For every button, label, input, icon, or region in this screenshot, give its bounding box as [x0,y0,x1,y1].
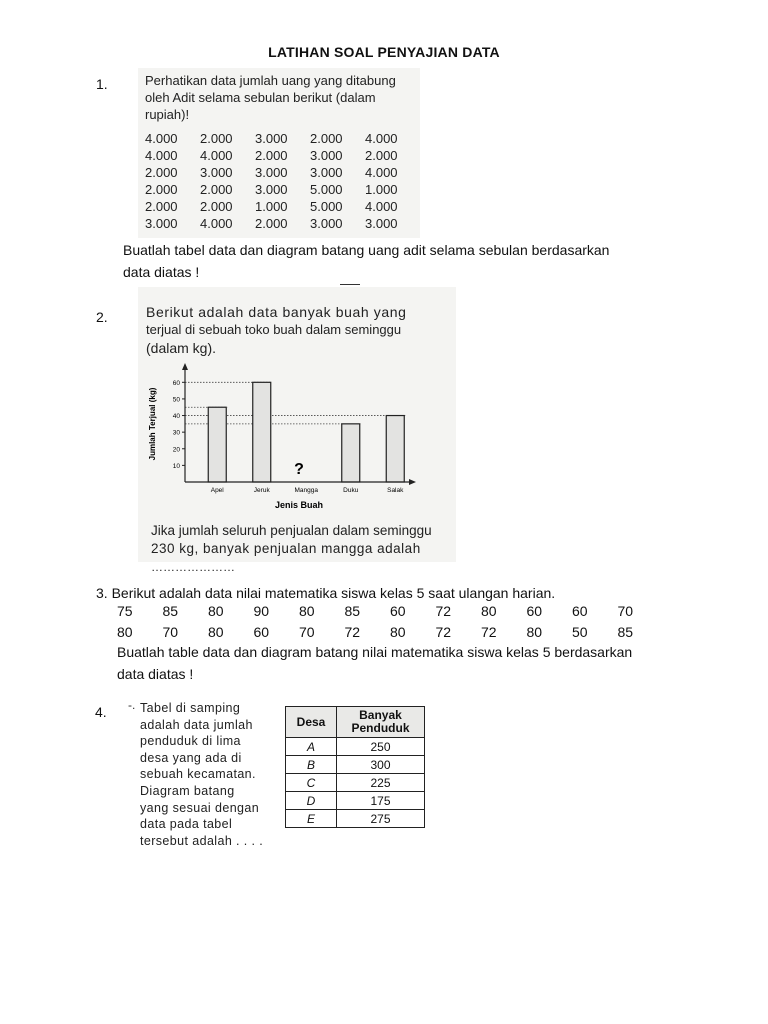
table-cell-desa: D [286,792,337,810]
q1-data-cell: 3.000 [145,216,178,231]
q1-data-cell: 4.000 [365,165,398,180]
q1-data-row [145,164,420,181]
chart-y-tick-label: 50 [172,396,180,404]
q1-data-cell: 3.000 [310,216,343,231]
q4-population-table [285,706,425,828]
q1-data-cell: 4.000 [365,131,398,146]
q3-instruction-line: data diatas ! [117,666,194,682]
table-header-population [337,707,425,738]
chart-y-tick-label: 60 [172,379,180,387]
q1-data-row [145,215,420,232]
chart-y-tick-label: 40 [172,413,180,421]
q3-data-grid [117,601,663,643]
q4-text-line: Diagram batang [140,783,235,798]
q3-data-cell: 85 [162,603,179,619]
q3-data-cell: 80 [481,603,497,619]
q2-intro-line: (dalam kg). [146,340,217,356]
q1-data-cell: 3.000 [255,131,288,146]
q2-intro-line: Berikut adalah data banyak buah yang [146,304,407,320]
chart-category-label: Apel [210,487,224,494]
chart-unknown-value-label: ? [294,461,304,478]
q4-text-line: adalah data jumlah [140,717,253,732]
q4-text-line: tersebut adalah . . . . [140,833,264,848]
q4-text-line: desa yang ada di [140,750,242,765]
table-row [286,792,425,810]
table-row [286,810,425,828]
chart-category-label: Jeruk [253,487,270,494]
chart-category-label: Mangga [294,487,318,494]
q1-data-cell: 3.000 [200,165,233,180]
q2-intro-line: terjual di sebuah toko buah dalam seminggu [146,322,402,337]
q2-question-line: Jika jumlah seluruh penjualan dalam seminggu [151,523,432,538]
table-header-desa: Desa [286,707,337,738]
q1-data-cell: 2.000 [200,199,233,214]
q2-bar-chart [145,360,420,520]
q1-data-cell: 2.000 [365,148,398,163]
q4-text [140,700,263,849]
q1-data-cell: 3.000 [310,148,343,163]
q1-data-grid [145,130,420,232]
q3-data-cell: 50 [572,624,588,640]
q1-data-cell: 3.000 [310,165,343,180]
q1-data-cell: 4.000 [145,131,178,146]
q1-intro-line: Perhatikan data jumlah uang yang ditabung [145,73,396,88]
q1-instruction [123,239,609,283]
table-cell-population: 250 [337,738,425,756]
q1-data-cell: 2.000 [255,216,288,231]
q2-intro [146,303,407,357]
q1-data-cell: 2.000 [145,199,178,214]
q4-text-line: sebuah kecamatan. [140,767,256,782]
q3-instruction [117,641,632,685]
q2-question [151,522,432,576]
q1-data-row [145,147,420,164]
q3-data-cell: 90 [253,603,270,619]
q3-data-cell: 80 [390,624,406,640]
q3-data-cell: 72 [435,603,452,619]
q1-data-cell: 2.000 [200,131,233,146]
q1-intro-line: oleh Adit selama sebulan berikut (dalam [145,90,376,105]
chart-y-axis-arrow [182,363,188,370]
chart-category-label: Duku [343,487,359,494]
q4-text-line: Tabel di samping [140,701,241,715]
q2-question-line: 230 kg, banyak penjualan mangga adalah [151,541,421,556]
chart-category-label: Salak [387,487,404,494]
table-cell-population: 300 [337,756,425,774]
q3-data-cell: 72 [435,624,452,640]
q1-data-cell: 3.000 [365,216,398,231]
table-cell-desa: B [286,756,337,774]
q3-data-cell: 60 [390,603,406,619]
q1-data-cell: 2.000 [255,148,288,163]
q3-data-cell: 60 [526,603,543,619]
q1-data-cell: 5.000 [310,199,343,214]
chart-bar-duku [342,424,360,482]
q3-instruction-line: Buatlah table data dan diagram batang nilai matematika siswa kelas 5 berdasarkan [117,644,633,660]
q1-data-cell: 4.000 [200,216,233,231]
chart-y-tick-label: 20 [172,446,180,454]
q1-data-row [145,130,420,147]
q1-data-cell: 4.000 [145,148,178,163]
q1-data-cell: 4.000 [200,148,233,163]
q1-data-cell: 2.000 [200,182,233,197]
q1-data-cell: 1.000 [255,199,288,214]
table-cell-population: 275 [337,810,425,828]
q3-data-cell: 70 [162,624,179,640]
q3-intro: 3. Berikut adalah data nilai matematika siswa kelas 5 saat ulangan harian. [96,585,556,601]
table-header-population-line: Banyak [359,708,402,722]
q3-data-cell: 72 [344,624,361,640]
q1-intro [145,72,396,123]
q2-number: 2. [96,309,108,325]
page-title: LATIHAN SOAL PENYAJIAN DATA [268,44,500,60]
chart-y-axis-label: Jumlah Terjual (kg) [148,387,157,461]
q3-data-cell: 60 [253,624,270,640]
table-row [286,738,425,756]
table-row [286,756,425,774]
q3-data-cell: 80 [208,603,224,619]
q3-data-cell: 85 [344,603,361,619]
q3-data-cell: 80 [117,624,133,640]
q1-data-cell: 2.000 [145,165,178,180]
q1-data-row [145,181,420,198]
q3-data-cell: 60 [572,603,588,619]
table-row [286,774,425,792]
chart-bar-jeruk [253,382,271,482]
q3-data-cell: 75 [117,603,133,619]
q4-text-line: penduduk di lima [140,734,241,749]
q3-data-cell: 70 [299,624,315,640]
q1-data-cell: 3.000 [255,165,288,180]
table-cell-desa: C [286,774,337,792]
q1-data-cell: 2.000 [310,131,343,146]
q1-intro-line: rupiah)! [145,107,190,122]
table-cell-desa: E [286,810,337,828]
q1-number: 1. [96,76,108,92]
table-cell-desa: A [286,738,337,756]
q3-data-row [117,622,663,643]
q3-data-cell: 80 [299,603,315,619]
chart-bar-salak [386,416,404,482]
q1-data-row [145,198,420,215]
chart-y-tick-label: 30 [172,429,180,437]
q1-instruction-line: data diatas ! [123,264,200,280]
table-cell-population: 175 [337,792,425,810]
q1-data-cell: 1.000 [365,182,398,197]
chart-y-tick-label: 10 [172,462,180,470]
q1-instruction-line: Buatlah tabel data dan diagram batang uang adit selama sebulan berdasarkan [123,242,610,258]
q4-number: 4. [95,704,107,720]
q4-bullet-mark: -. [128,698,136,712]
chart-bar-apel [208,407,226,482]
q3-data-row [117,601,663,622]
chart-x-axis-label: Jenis Buah [274,500,324,510]
q3-data-cell: 80 [526,624,543,640]
q4-text-line: yang sesuai dengan [140,800,260,815]
q3-data-cell: 85 [617,624,634,640]
table-header-row [286,707,425,738]
q1-data-cell: 5.000 [310,182,343,197]
divider-mark [340,284,360,285]
q3-data-cell: 72 [481,624,497,640]
table-cell-population: 225 [337,774,425,792]
table-header-population-line: Penduduk [351,721,410,735]
q3-data-cell: 80 [208,624,224,640]
q3-data-cell: 70 [617,603,634,619]
chart-x-axis-arrow [409,479,416,485]
q1-data-cell: 3.000 [255,182,288,197]
q4-text-line: data pada tabel [140,817,233,832]
q1-data-cell: 2.000 [145,182,178,197]
q2-answer-blank: ………………… [151,560,235,574]
q1-data-cell: 4.000 [365,199,398,214]
